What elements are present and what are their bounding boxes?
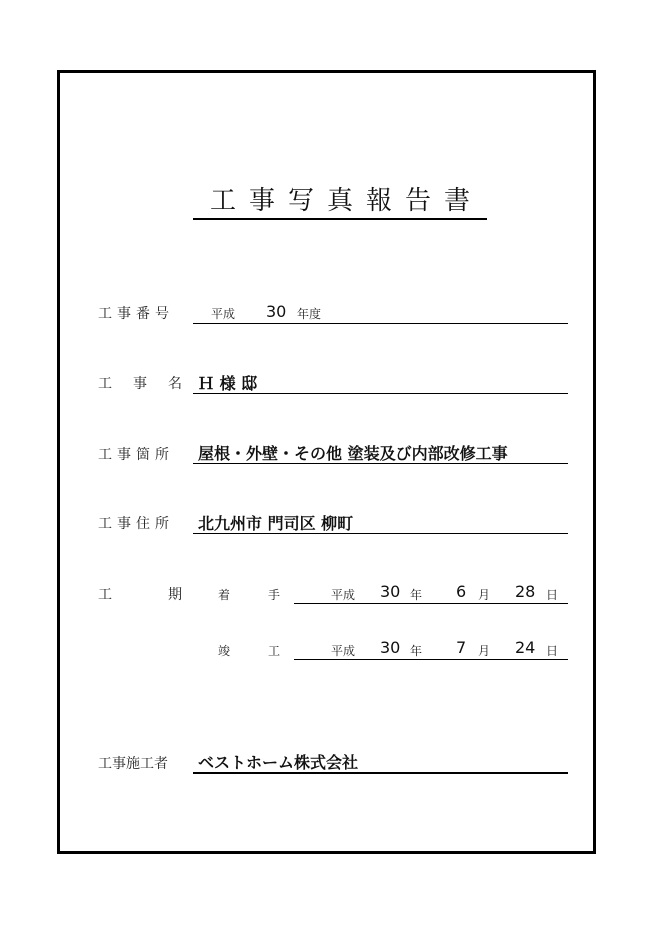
project-number-unit: 年度	[297, 307, 322, 321]
project-location-value: 屋根・外壁・その他 塗装及び内部改修工事	[198, 444, 508, 463]
project-address-label: 工事住所	[98, 516, 174, 532]
period-end-month: 7	[456, 638, 467, 657]
project-location-label: 工事箇所	[98, 447, 174, 463]
period-end-era: 平成	[331, 644, 356, 658]
project-name-label: 工事名	[98, 376, 203, 392]
period-start-day: 28	[515, 582, 536, 601]
document-title: 工事写真報告書	[193, 184, 487, 220]
project-number-era: 平成	[211, 307, 236, 321]
period-start-label: 着手	[218, 588, 319, 602]
project-number-year: 30	[266, 302, 287, 321]
project-address-value: 北九州市 門司区 柳町	[198, 514, 354, 533]
project-number-label: 工事番号	[98, 306, 174, 322]
period-end-month-unit: 月	[478, 644, 491, 658]
project-name-value: Ｈ 様 邸	[198, 374, 258, 393]
period-start-year-unit: 年	[410, 588, 423, 602]
period-end-label: 竣工	[218, 644, 319, 658]
period-end-year-unit: 年	[410, 644, 423, 658]
period-start-day-unit: 日	[546, 588, 559, 602]
contractor-value: ベストホーム株式会社	[198, 753, 359, 772]
period-end-year: 30	[380, 638, 401, 657]
period-end-day: 24	[515, 638, 536, 657]
period-start-month: 6	[456, 582, 467, 601]
period-start-month-unit: 月	[478, 588, 491, 602]
period-label: 工期	[98, 587, 238, 603]
contractor-label: 工事施工者	[98, 756, 168, 772]
period-start-era: 平成	[331, 588, 356, 602]
project-number-line	[193, 302, 568, 324]
period-end-day-unit: 日	[546, 644, 559, 658]
period-start-year: 30	[380, 582, 401, 601]
